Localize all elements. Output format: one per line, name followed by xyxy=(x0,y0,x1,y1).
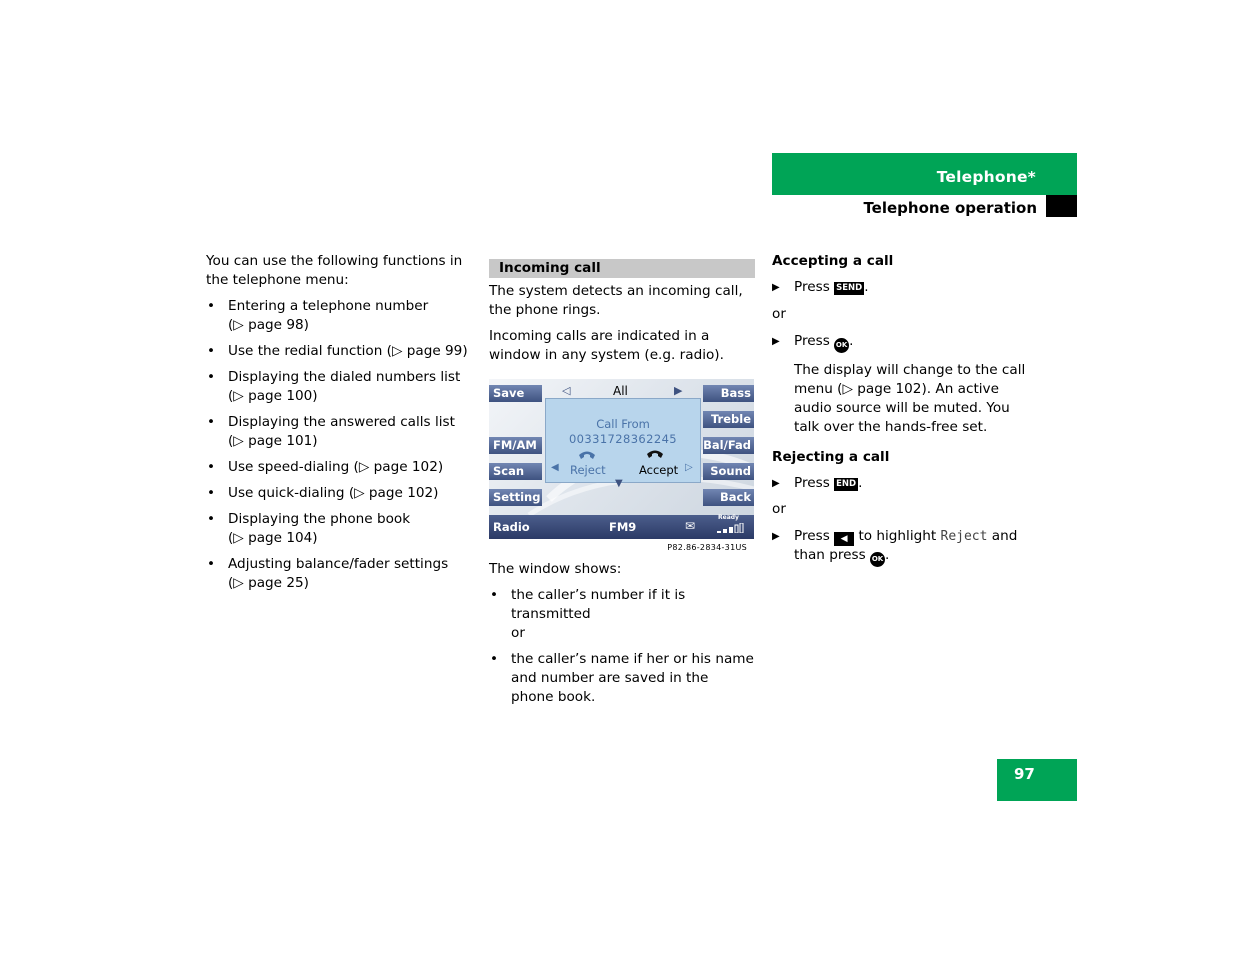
column-window-shows xyxy=(489,560,755,707)
step-press-end: ▶ Press END . xyxy=(772,474,1037,493)
header-marker xyxy=(1046,195,1077,217)
left-arrow-key-icon: ◀ xyxy=(834,532,854,546)
list-item: • Displaying the phone book (▷ page 104) xyxy=(206,510,476,548)
column-incoming-call xyxy=(489,259,755,365)
heading-rejecting-call: Rejecting a call xyxy=(772,449,890,465)
list-item: • Displaying the dialed numbers list (▷ page 100) xyxy=(206,368,476,406)
screen-button-treble[interactable]: Treble xyxy=(703,411,754,428)
window-shows-text: The window shows: xyxy=(489,561,622,577)
reject-arrow-icon[interactable]: ◀ xyxy=(551,462,559,473)
display-change-text: The display will change to the call menu (▷ page 102). An active audio source will be muted. You talk over the hands-free set. xyxy=(794,362,1026,435)
list-item: • Use speed-dialing (▷ page 102) xyxy=(206,458,476,477)
pick-up-icon xyxy=(646,448,664,460)
paragraph-indicated: Incoming calls are indicated in a window in any system (e.g. radio). xyxy=(489,328,724,363)
accept-option[interactable]: Accept xyxy=(639,463,679,477)
right-arrow-icon[interactable]: ▶ xyxy=(674,384,683,397)
left-arrow-icon[interactable]: ◁ xyxy=(562,384,571,397)
accept-arrow-icon[interactable]: ▷ xyxy=(685,462,693,473)
column-instructions xyxy=(772,252,1037,567)
screen-button-save[interactable]: Save xyxy=(489,385,542,402)
page-number-box xyxy=(997,759,1077,801)
status-radio: Radio xyxy=(493,520,530,534)
heading-accepting-call: Accepting a call xyxy=(772,253,894,269)
reject-option[interactable]: Reject xyxy=(570,463,606,477)
section-heading-incoming-call: Incoming call xyxy=(489,259,755,278)
list-item: • Entering a telephone number (▷ page 98) xyxy=(206,297,476,335)
list-item: • the caller’s number if it is transmitted or xyxy=(489,586,755,643)
paragraph-detects: The system detects an incoming call, the phone rings. xyxy=(489,283,743,318)
ok-button-icon: OK xyxy=(834,338,849,353)
popup-title: Call From xyxy=(596,417,650,431)
step-press-send: ▶ Press SEND . xyxy=(772,278,1037,297)
end-key-icon: END xyxy=(836,479,857,489)
screen-button-bass[interactable]: Bass xyxy=(703,385,754,402)
caller-number: 00331728362245 xyxy=(568,432,678,446)
signal-strength-icon xyxy=(717,523,747,533)
incoming-call-popup xyxy=(545,398,701,483)
screen-button-sound[interactable]: Sound xyxy=(703,463,754,480)
column-functions xyxy=(206,252,476,593)
page-number: 97 xyxy=(1014,765,1035,783)
function-list xyxy=(206,297,476,593)
send-key-icon: SEND xyxy=(836,283,863,293)
top-category-label: All xyxy=(613,384,628,398)
intro-text: You can use the following functions in the telephone menu: xyxy=(206,253,463,288)
screen-button-fm-am[interactable]: FM/AM xyxy=(489,437,542,454)
screen-button-back[interactable]: Back xyxy=(703,489,754,506)
reject-menu-item: Reject xyxy=(940,529,988,544)
list-item: • Adjusting balance/fader settings (▷ page 25) xyxy=(206,555,476,593)
list-item: • Displaying the answered calls list (▷ page 101) xyxy=(206,413,476,451)
status-station: FM9 xyxy=(609,520,637,534)
step-highlight-reject: ▶ Press ◀ to highlight Reject and than press OK . xyxy=(772,527,1037,567)
screen-button-setting[interactable]: Setting xyxy=(489,489,542,506)
chapter-title: Telephone* xyxy=(936,168,1036,186)
section-title: Telephone operation xyxy=(863,199,1037,217)
list-item: • the caller’s name if her or his name and number are saved in the phone book. xyxy=(489,650,755,707)
status-bar xyxy=(489,515,754,539)
radio-screen-figure xyxy=(489,379,754,539)
ok-button-icon: OK xyxy=(870,552,885,567)
figure-caption: P82.86-2834-31US xyxy=(667,543,747,552)
envelope-icon: ✉ xyxy=(685,519,696,533)
screen-button-scan[interactable]: Scan xyxy=(489,463,542,480)
down-arrow-icon[interactable]: ▼ xyxy=(615,478,623,489)
hang-up-icon xyxy=(578,449,596,461)
or-text: or xyxy=(772,306,786,322)
list-item: • Use the redial function (▷ page 99) xyxy=(206,342,476,361)
ready-label: Ready xyxy=(718,514,739,521)
screen-button-bal-fad[interactable]: Bal/Fad xyxy=(703,437,754,454)
window-shows-list xyxy=(489,586,755,707)
list-item: • Use quick-dialing (▷ page 102) xyxy=(206,484,476,503)
step-press-ok: ▶ Press OK . xyxy=(772,332,1037,353)
or-text: or xyxy=(772,501,786,517)
